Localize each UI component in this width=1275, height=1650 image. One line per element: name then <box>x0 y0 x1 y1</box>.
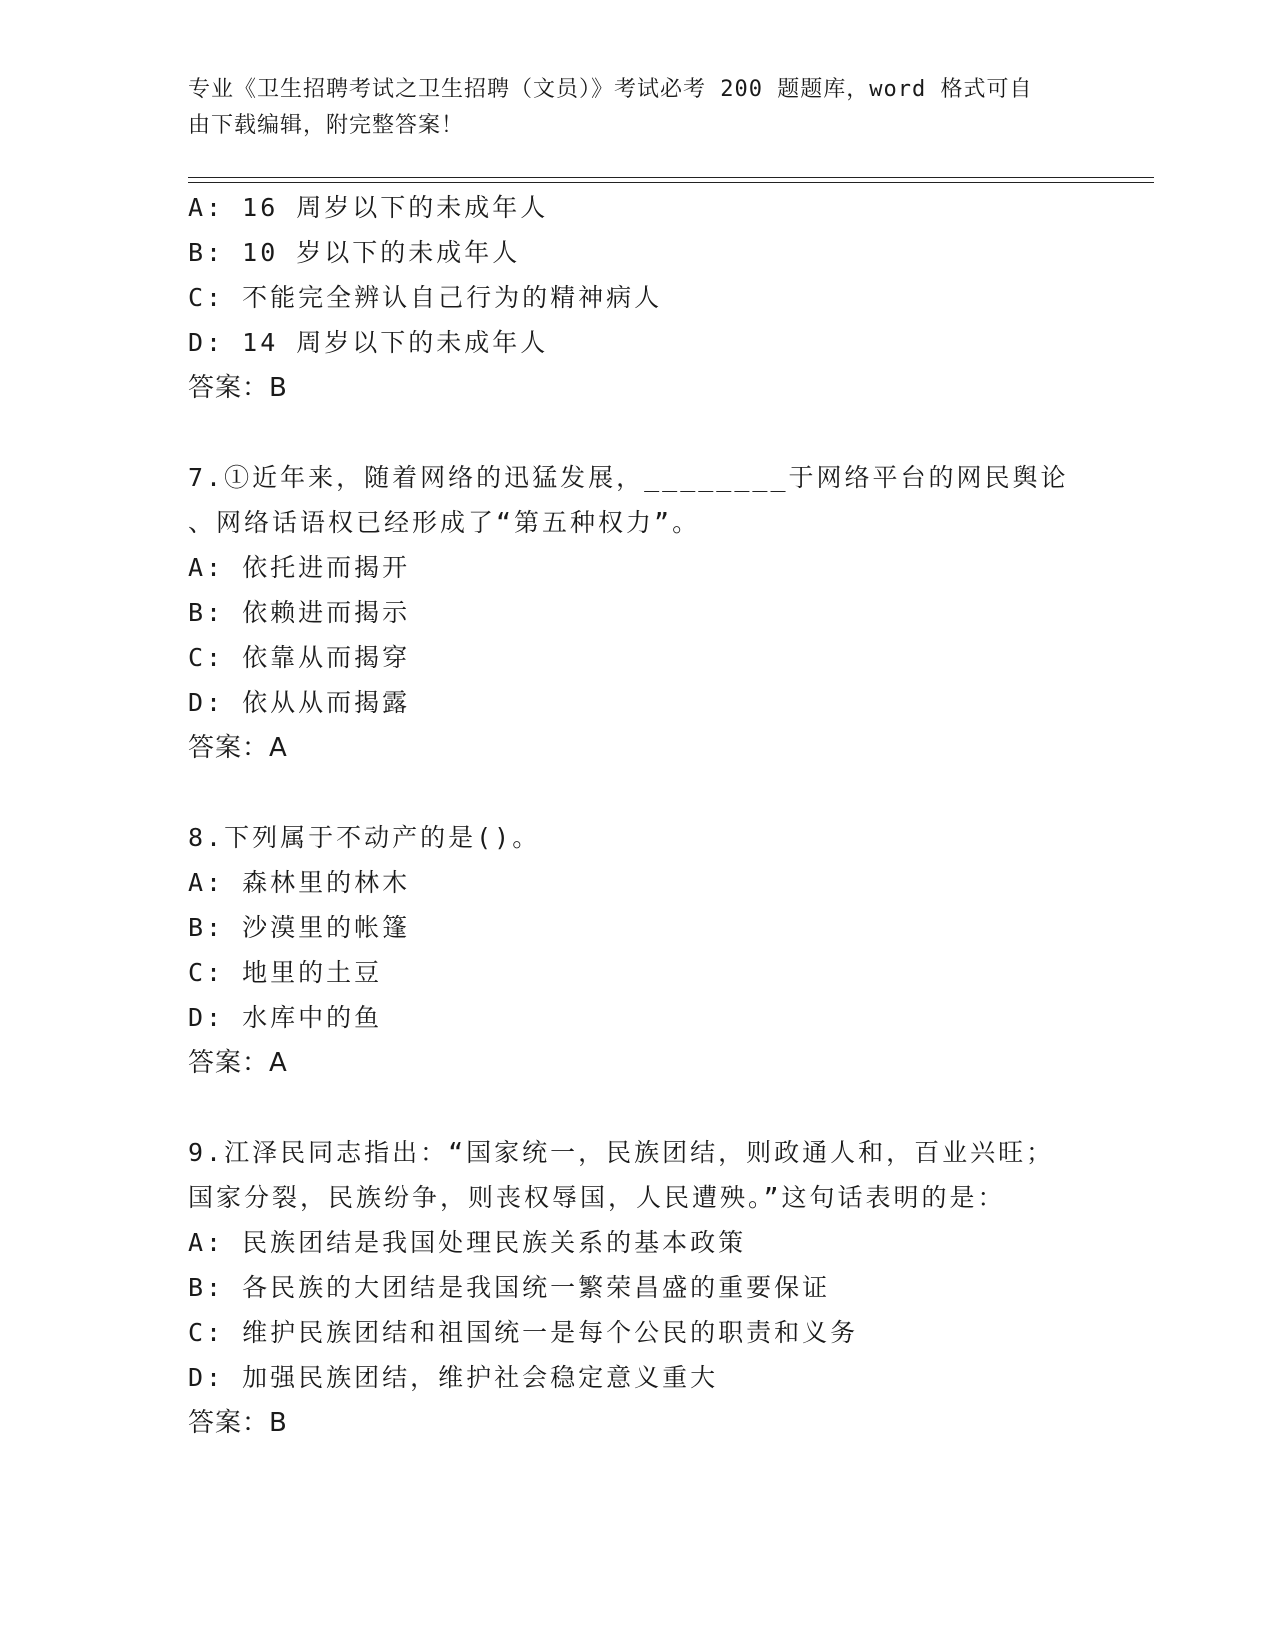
q6-option-b: B: 10 岁以下的未成年人 <box>188 238 521 267</box>
q9-option-a: A: 民族团结是我国处理民族关系的基本政策 <box>188 1228 747 1257</box>
q7-stem-line-2: 、网络话语权已经形成了“第五种权力”。 <box>188 508 701 537</box>
q8-answer: 答案：A <box>188 1048 288 1078</box>
q7-stem-line-1: 7.①近年来，随着网络的迅猛发展，________于网络平台的网民舆论 <box>188 463 1069 492</box>
q7-option-b: B: 依赖进而揭示 <box>188 598 411 627</box>
q7-answer: 答案：A <box>188 733 288 763</box>
q9-stem-line-1: 9.江泽民同志指出：“国家统一，民族团结，则政通人和，百业兴旺； <box>188 1138 1055 1167</box>
q8-option-b: B: 沙漠里的帐篷 <box>188 913 411 942</box>
q9-option-d: D: 加强民族团结，维护社会稳定意义重大 <box>188 1363 719 1392</box>
q7-option-c: C: 依靠从而揭穿 <box>188 643 411 672</box>
q7-option-a: A: 依托进而揭开 <box>188 553 411 582</box>
document-header <box>188 72 1088 144</box>
q9-answer: 答案：B <box>188 1408 288 1438</box>
q8-option-d: D: 水库中的鱼 <box>188 1003 383 1032</box>
header-rule-bottom <box>188 182 1154 183</box>
header-rule-top <box>188 177 1154 178</box>
q9-option-b: B: 各民族的大团结是我国统一繁荣昌盛的重要保证 <box>188 1273 831 1302</box>
header-line-1: 专业《卫生招聘考试之卫生招聘（文员）》考试必考 200 题题库，word 格式可自 <box>188 77 1033 102</box>
header-line-2: 由下载编辑，附完整答案！ <box>188 113 465 138</box>
q8-stem-line-1: 8.下列属于不动产的是()。 <box>188 823 541 852</box>
q8-option-a: A: 森林里的林木 <box>188 868 411 897</box>
q6-option-a: A: 16 周岁以下的未成年人 <box>188 193 549 222</box>
q6-option-d: D: 14 周岁以下的未成年人 <box>188 328 549 357</box>
q7-option-d: D: 依从从而揭露 <box>188 688 411 717</box>
q6-option-c: C: 不能完全辨认自己行为的精神病人 <box>188 283 663 312</box>
q9-stem-line-2: 国家分裂，民族纷争，则丧权辱国，人民遭殃。”这句话表明的是： <box>188 1183 1006 1212</box>
q9-option-c: C: 维护民族团结和祖国统一是每个公民的职责和义务 <box>188 1318 859 1347</box>
q8-option-c: C: 地里的土豆 <box>188 958 383 987</box>
q6-answer: 答案：B <box>188 373 288 403</box>
